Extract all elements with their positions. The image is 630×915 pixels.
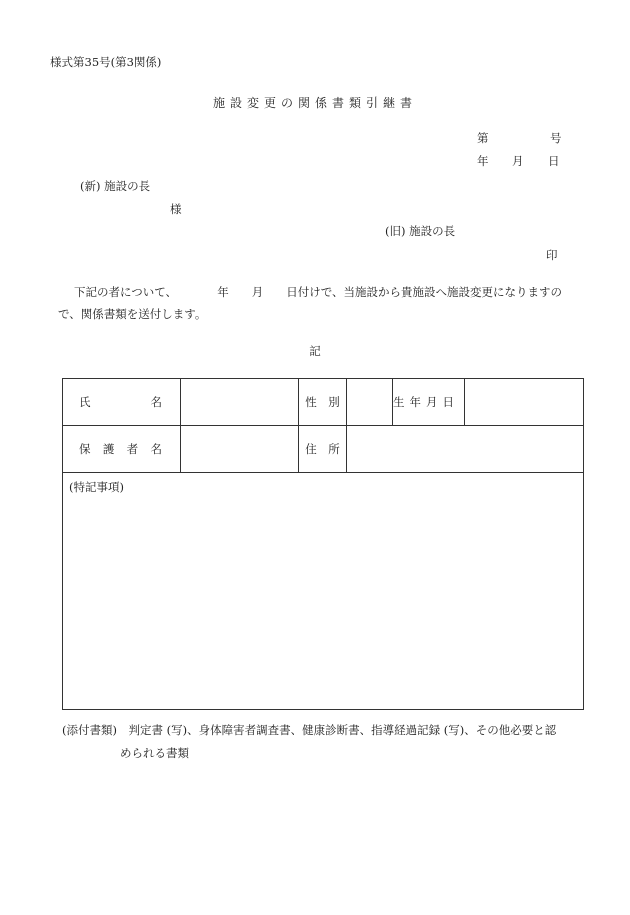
special-notes-cell[interactable] [63,473,584,710]
guardian-label-char: 保 [79,442,91,456]
dob-label: 生年月日 [393,395,459,409]
guardian-value-cell[interactable] [181,426,299,473]
guardian-label-cell [63,426,181,473]
recipient-label: (新) 施設の長 [80,179,151,193]
guardian-label-char: 護 [102,442,115,456]
name-label-a: 氏 [79,395,91,409]
guardian-label-char: 者 [126,442,139,456]
gender-label: 性 別 [305,395,340,409]
transfer-table [62,378,584,710]
name-label-cell [63,379,181,426]
sender-label: (旧) 施設の長 [385,224,456,238]
special-notes-label: (特記事項) [69,480,124,494]
date-year-label: 年 [477,154,489,168]
body-text-line1: 下記の者について、 年 月 日付けで、当施設から貴施設へ施設変更になりますの [74,285,563,299]
body-text-line2: で、関係書類を送付します。 [58,307,207,321]
name-value-cell[interactable] [181,379,299,426]
gender-value-cell[interactable] [347,379,393,426]
ki-heading: 記 [309,344,321,358]
address-label: 住 所 [305,442,340,456]
guardian-label-char: 名 [150,442,162,456]
date-day-label: 日 [548,154,560,168]
attachments-line2: められる書類 [120,746,189,760]
address-value-cell[interactable] [347,426,584,473]
attachments-line1: (添付書類) 判定書 (写)、身体障害者調査書、健康診断書、指導経過記録 (写)、その他必要と認 [62,723,557,737]
gender-label-cell [299,379,347,426]
form-number: 様式第35号(第3関係) [50,55,162,69]
page-title: 施設変更の関係書類引継書 [212,96,417,110]
name-label-b: 名 [150,395,162,409]
table-row [63,426,584,473]
doc-number-prefix: 第 [477,131,489,145]
seal-mark: 印 [546,248,558,262]
recipient-honorific: 様 [170,202,182,216]
address-label-cell [299,426,347,473]
date-month-label: 月 [512,154,524,168]
table-row [63,473,584,710]
doc-number-suffix: 号 [550,131,562,145]
table-row [63,379,584,426]
dob-value-cell[interactable] [465,379,584,426]
dob-label-cell [393,379,465,426]
